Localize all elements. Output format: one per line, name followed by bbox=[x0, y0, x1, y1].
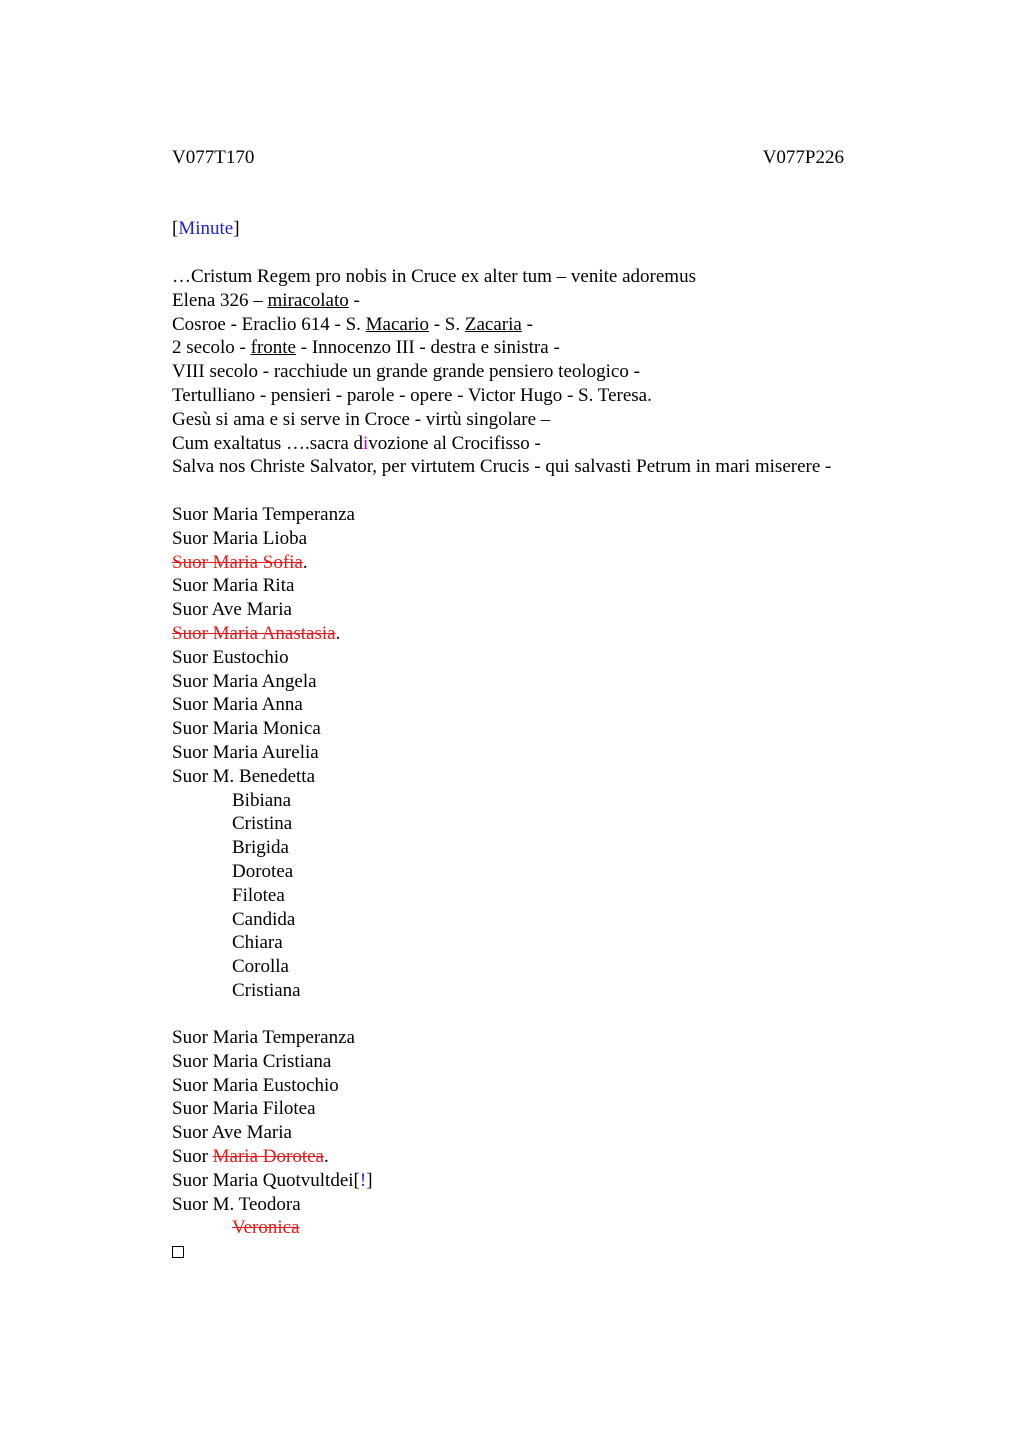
sub-list-item: Filotea bbox=[232, 884, 285, 906]
list-item: Suor Maria Temperanza bbox=[172, 504, 355, 525]
note-text: Elena 326 – bbox=[172, 289, 268, 311]
period: . bbox=[323, 1145, 329, 1167]
list-item: Suor M. Teodora bbox=[172, 1193, 301, 1215]
document-code-left: V077T170 bbox=[172, 147, 255, 168]
sub-list-item: Candida bbox=[232, 908, 296, 930]
section-heading bbox=[172, 217, 932, 241]
list-item: Suor Maria Aurelia bbox=[172, 741, 319, 763]
bracket-open: [ bbox=[172, 218, 179, 239]
note-text: 2 secolo - bbox=[172, 337, 251, 359]
list-item bbox=[172, 1145, 932, 1169]
list-item: Suor Eustochio bbox=[172, 646, 289, 668]
square-outline-icon bbox=[172, 1246, 184, 1258]
list-item: Suor Maria Filotea bbox=[172, 1098, 316, 1120]
sisters-list-first bbox=[172, 503, 932, 1003]
list-text: ] bbox=[366, 1169, 373, 1191]
list-item: Suor Maria Cristiana bbox=[172, 1050, 332, 1072]
sub-list-item: Cristina bbox=[232, 813, 293, 835]
note-text: - bbox=[348, 289, 360, 311]
document-code-right: V077P226 bbox=[762, 147, 844, 168]
deleted-text: Maria Dorotea bbox=[212, 1145, 324, 1167]
list-text: Suor Maria Quotvultdei[ bbox=[172, 1169, 360, 1191]
underlined-word: Macario bbox=[365, 313, 429, 335]
list-item: Suor Maria Angela bbox=[172, 670, 317, 692]
note-text: vozione al Crocifisso - bbox=[368, 432, 541, 454]
bracket-close: ] bbox=[233, 218, 240, 239]
sub-list-item bbox=[172, 1216, 932, 1240]
sub-list-item: Brigida bbox=[232, 837, 289, 859]
inserted-letter: i bbox=[363, 432, 369, 454]
page-header bbox=[172, 146, 844, 170]
list-item: Suor Maria Eustochio bbox=[172, 1074, 339, 1096]
note-text: Cum exaltatus ….sacra d bbox=[172, 432, 364, 454]
editorial-mark: ! bbox=[359, 1169, 367, 1191]
list-item: Suor Maria Monica bbox=[172, 718, 321, 740]
sub-list-item: Chiara bbox=[232, 932, 283, 954]
list-item bbox=[172, 1169, 932, 1193]
sub-list-item: Dorotea bbox=[232, 860, 294, 882]
list-item bbox=[172, 551, 932, 575]
notes-paragraph bbox=[172, 265, 932, 479]
list-item: Suor Maria Lioba bbox=[172, 527, 308, 549]
sisters-list-second bbox=[172, 1026, 932, 1264]
note-text: - S. bbox=[428, 313, 465, 335]
end-marker bbox=[172, 1240, 932, 1264]
list-item: Suor Ave Maria bbox=[172, 1122, 292, 1144]
list-text: Suor bbox=[172, 1145, 213, 1167]
deleted-text: Suor Maria Sofia bbox=[172, 551, 303, 573]
note-line bbox=[172, 289, 932, 313]
note-text: Cosroe - Eraclio 614 - S. bbox=[172, 313, 366, 335]
list-item: Suor M. Benedetta bbox=[172, 765, 316, 787]
period: . bbox=[335, 622, 341, 644]
note-line: Tertulliano - pensieri - parole - opere - Victor Hugo - S. Teresa. bbox=[172, 384, 652, 406]
note-line: …Cristum Regem pro nobis in Cruce ex alter tum – venite adoremus bbox=[172, 266, 696, 287]
underlined-word: Zacaria bbox=[464, 313, 522, 335]
list-item: Suor Maria Rita bbox=[172, 575, 295, 597]
note-line: Gesù si ama e si serve in Croce - virtù singolare – bbox=[172, 408, 551, 430]
note-line bbox=[172, 336, 932, 360]
note-line bbox=[172, 313, 932, 337]
deleted-text: Suor Maria Anastasia bbox=[172, 622, 336, 644]
note-text: - bbox=[521, 313, 533, 335]
note-text: - Innocenzo III - destra e sinistra - bbox=[296, 337, 560, 359]
list-item: Suor Maria Anna bbox=[172, 694, 303, 716]
list-item: Suor Ave Maria bbox=[172, 599, 292, 621]
note-line: Salva nos Christe Salvator, per virtutem Crucis - qui salvasti Petrum in mari miserere - bbox=[172, 456, 832, 478]
period: . bbox=[302, 551, 308, 573]
sub-list-item: Cristiana bbox=[232, 979, 301, 1001]
section-label: Minute bbox=[178, 218, 234, 239]
sub-list-item: Corolla bbox=[232, 956, 289, 978]
note-line bbox=[172, 432, 932, 456]
list-item bbox=[172, 622, 932, 646]
deleted-text: Veronica bbox=[232, 1217, 300, 1239]
underlined-word: miracolato bbox=[267, 289, 349, 311]
underlined-word: fronte bbox=[250, 337, 296, 359]
sub-list-item: Bibiana bbox=[232, 789, 292, 811]
list-item: Suor Maria Temperanza bbox=[172, 1027, 355, 1048]
note-line: VIII secolo - racchiude un grande grande pensiero teologico - bbox=[172, 361, 640, 383]
